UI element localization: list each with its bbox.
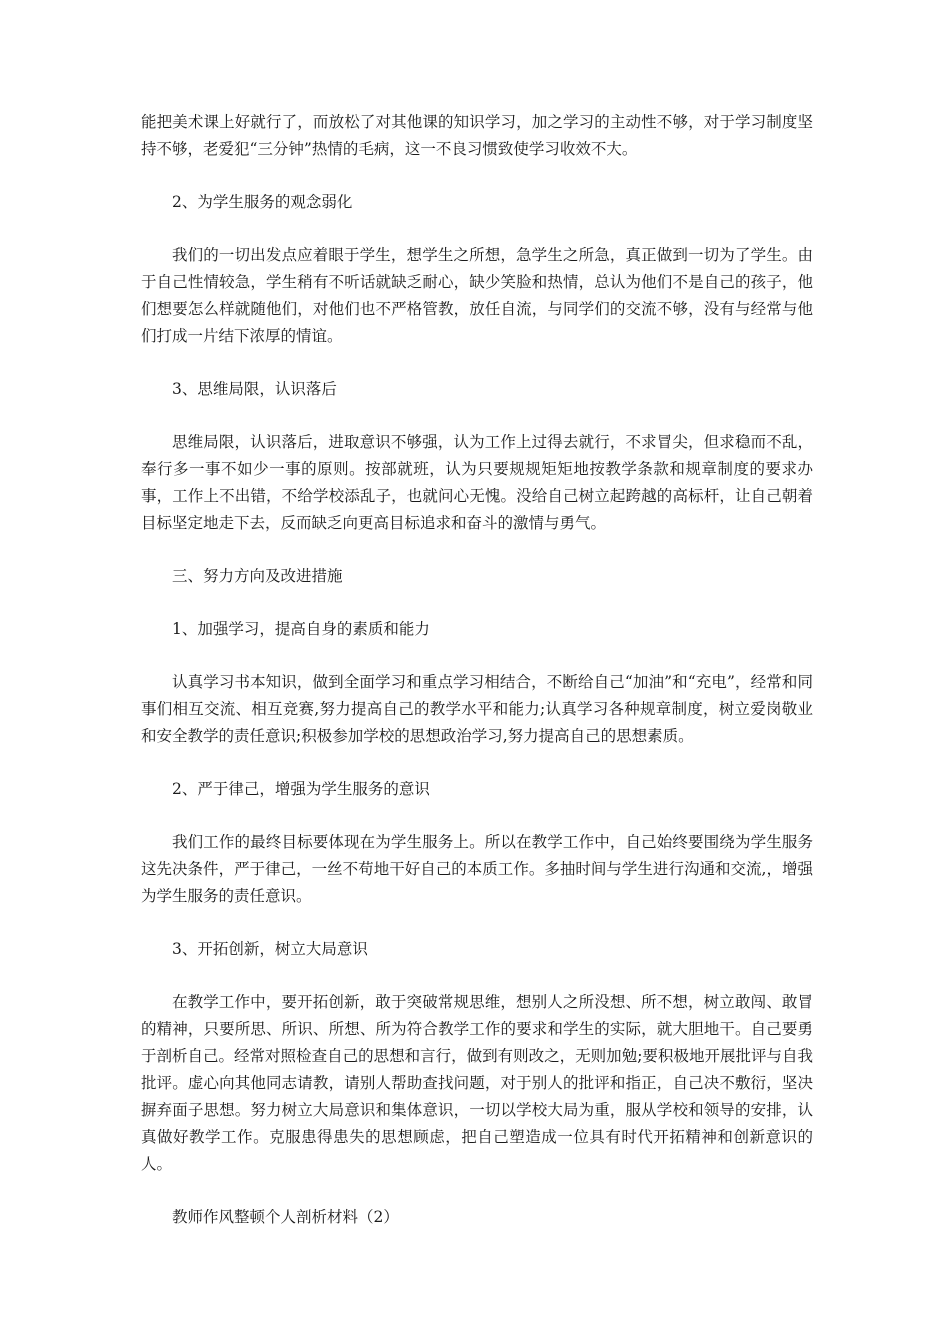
- section-heading-limited-thinking: 3、思维局限，认识落后: [172, 380, 337, 398]
- paragraph: 我们的一切出发点应着眼于学生，想学生之所想，急学生之所急，真正做到一切为了学生。由于自己性情较急，学生稍有不听话就缺乏耐心，缺少笑脸和热情，总认为他们不是自己的孩子，他们想要怎么样就随他们，对他们也不严格管教，放任自流，与同学们的交流不够，没有与经常与他们打成一片结下浓厚的情谊。: [141, 246, 813, 345]
- paragraph: 我们工作的最终目标要体现在为学生服务上。所以在教学工作中，自己始终要围绕为学生服务这先决条件，严于律己，一丝不苟地干好自己的本质工作。多抽时间与学生进行沟通和交流,，增强为学生服务的责任意识。: [141, 833, 813, 905]
- section-heading-self-discipline: 2、严于律己，增强为学生服务的意识: [172, 780, 430, 798]
- paragraph-continuation: 能把美术课上好就行了，而放松了对其他课的知识学习，加之学习的主动性不够，对于学习制度坚持不够，老爱犯“三分钟”热情的毛病，这一不良习惯致使学习收效不大。: [141, 113, 813, 158]
- paragraph: 思维局限，认识落后，进取意识不够强，认为工作上过得去就行，不求冒尖，但求稳而不乱，奉行多一事不如少一事的原则。按部就班，认为只要规规矩矩地按教学条款和规章制度的要求办事，工作上不出错，不给学校添乱子，也就问心无愧。没给自己树立起跨越的高标杆，让自己朝着目标坚定地走下去，反而缺乏向更高目标追求和奋斗的激情与勇气。: [141, 433, 813, 532]
- paragraph: 在教学工作中，要开拓创新，敢于突破常规思维，想别人之所没想、所不想，树立敢闯、敢冒的精神，只要所思、所识、所想、所为符合教学工作的要求和学生的实际，就大胆地干。自己要勇于剖析自己。经常对照检查自己的思想和言行，做到有则改之，无则加勉;要积极地开展批评与自我批评。虚心向其他同志请教，请别人帮助查找问题，对于别人的批评和指正，自己决不敷衍，坚决摒弃面子思想。努力树立大局意识和集体意识，一切以学校大局为重，服从学校和领导的安排，认真做好教学工作。克服患得患失的思想顾虑，把自己塑造成一位具有时代开拓精神和创新意识的人。: [141, 993, 813, 1173]
- document-body: [141, 109, 813, 1257]
- section-heading-strengthen-learning: 1、加强学习，提高自身的素质和能力: [172, 620, 430, 638]
- section-heading-innovation: 3、开拓创新，树立大局意识: [172, 940, 368, 958]
- paragraph: 认真学习书本知识，做到全面学习和重点学习相结合，不断给自己“加油”和“充电”，经常和同事们相互交流、相互竞赛,努力提高自己的教学水平和能力;认真学习各种规章制度，树立爱岗敬业和安全教学的责任意识;积极参加学校的思想政治学习,努力提高自己的思想素质。: [141, 673, 813, 745]
- chapter-heading-improvement: 三、努力方向及改进措施: [172, 567, 343, 585]
- section-heading-service-weakening: 2、为学生服务的观念弱化: [172, 193, 353, 211]
- document-subtitle: 教师作风整顿个人剖析材料（2）: [172, 1208, 399, 1226]
